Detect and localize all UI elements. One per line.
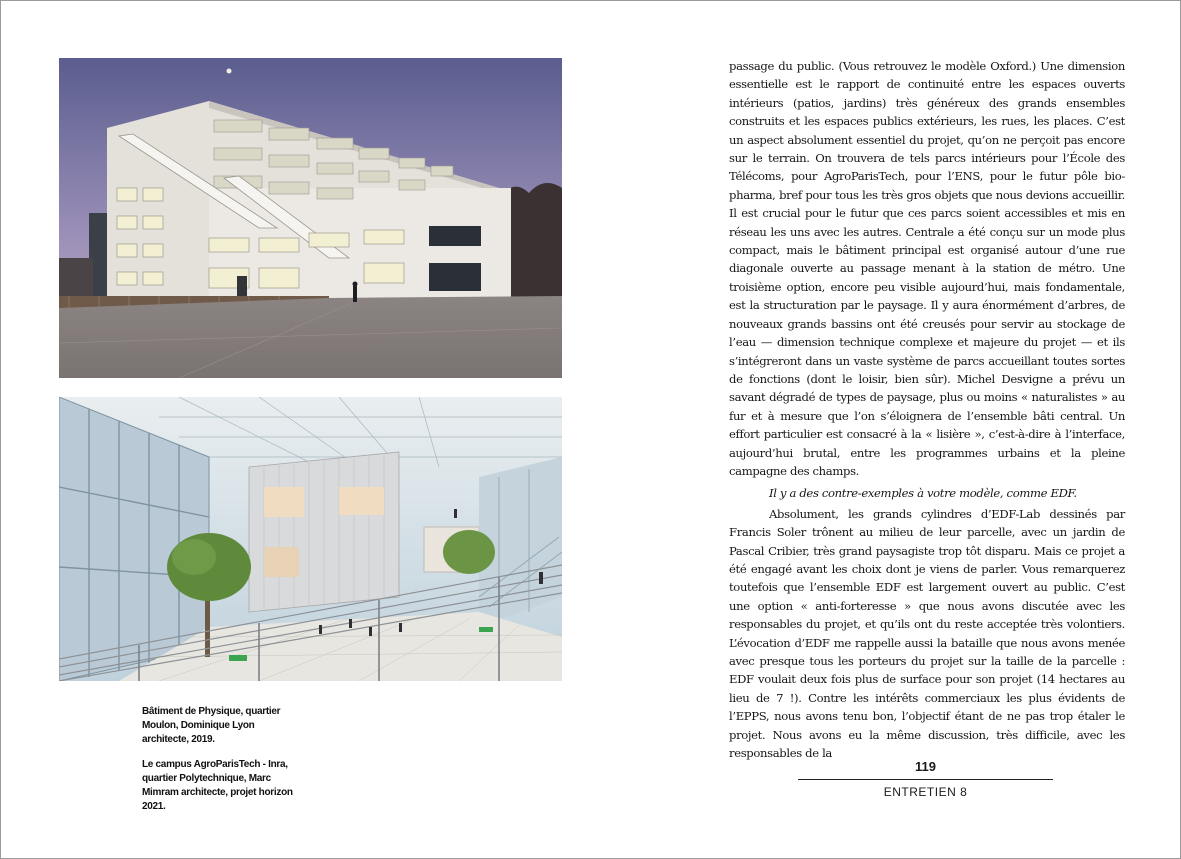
paragraph-continuation: passage du public. (Vous retrouvez le modèle Oxford.) Une dimension essentielle est le rapport de continuité entre les espaces ouverts intérieurs (patios, jardins) très généreux des grands ensembles construits et les espaces publics extérieurs, les rues, les places. C’est un aspect absolument essentiel du projet, qu’on ne perçoit pas encore sur le terrain. On trouvera de tels parcs intérieurs pour l’École des Télécoms, pour AgroParisTech, pour l’ENS, pour le futur pôle bio-pharma, bref pour tous les très gros objets que nous devions accueillir. Il est crucial pour le futur que ces parcs soient accessibles et mis en réseau les uns avec les autres. Centrale a été conçu sur un mode plus compact, mais le bâtiment principal est organisé autour d’une rue diagonale ouverte au passage menant à la station de métro. Une troisième option, encore peu visible aujourd’hui, mais fondamentale, est la structuration par le paysage. Il y aura énormément d’arbres, de nouveaux grands bassins ont été creusés pour servir au stockage de l’eau — dimension technique complexe et majeure du projet — et ils s’intégreront dans un vaste système de parcs accueillant toutes sortes de fonctions (dont le loisir, bien sûr). Michel Desvigne a prévu un savant dégradé de types de paysage, plus ou moins « naturalistes » au fur et à mesure que l’on s’éloignera de l’ensemble bâti central. Un effort particulier est consacré à la « lisière », c’est-à-dire à l’interface, aujourd’hui brutal, entre les programmes urbains et la pleine campagne des champs. [729, 59, 1125, 478]
interview-text [729, 57, 1125, 762]
photo-captions [142, 705, 302, 825]
page-number: 119 [915, 759, 936, 774]
page-folio [798, 757, 1053, 800]
caption-agroparistech: Le campus AgroParisTech - Inra, quartier Polytechnique, Marc Mimram architecte, projet horizon 2021. [142, 759, 293, 812]
paragraph-answer: Absolument, les grands cylindres d’EDF-Lab dessinés par Francis Soler trônent au milieu de leur parcelle, avec un jardin de Pascal Cribier, très grand paysagiste trop tôt disparu. Mais ce projet a été engagé avant les choix dont je viens de parler. Vous remarquerez toutefois que l’ensemble EDF est largement ouvert au public. C’est une option « anti-forteresse » que nous avons discutée avec les responsables du projet, et qu’ils ont du reste acceptée très volontiers. L’évocation d’EDF me rappelle aussi la bataille que nous avons menée avec presque tous les porteurs du projet sur la taille de la parcelle : EDF voulait deux fois plus de surface pour son projet (14 hectares au lieu de 7 !). Contre les intérêts commerciaux les plus évidents de l’EPPS, nous avons tenu bon, l’objectif étant de ne pas trop étaler le projet. Nous avons eu la même discussion, très difficile, avec les responsables de la [729, 506, 1125, 761]
caption-physics-building: Bâtiment de Physique, quartier Moulon, Dominique Lyon architecte, 2019. [142, 706, 281, 745]
chapter-label: ENTRETIEN 8 [883, 785, 968, 799]
interviewer-question: Il y a des contre-exemples à votre modèle, comme EDF. [769, 486, 1077, 501]
folio-rule [798, 779, 1053, 780]
atrium-illustration [59, 397, 562, 681]
photo-physics-building [59, 58, 562, 378]
photo-agroparistech-atrium [59, 397, 562, 681]
physics-building-illustration [59, 58, 562, 378]
